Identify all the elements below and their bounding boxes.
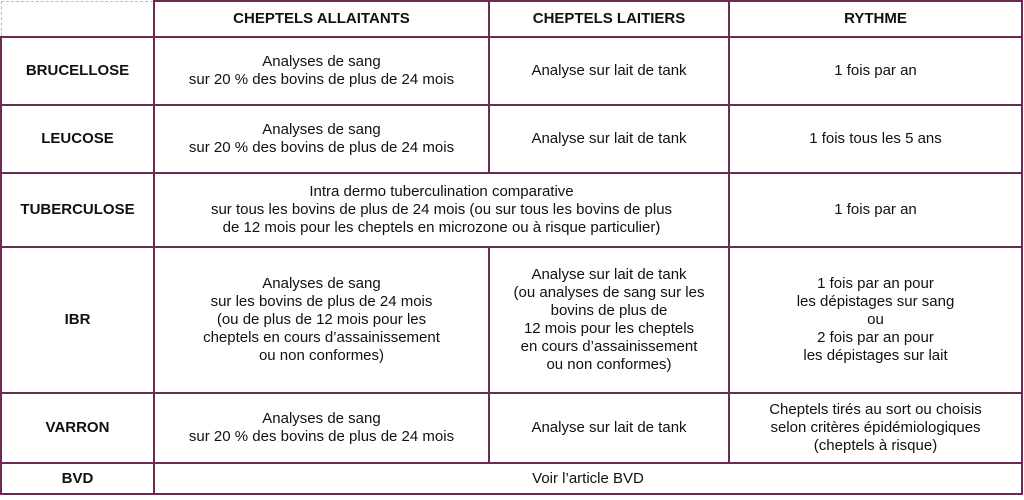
cell-leucose-allaitants: Analyses de sang sur 20 % des bovins de plus de 24 mois bbox=[154, 105, 489, 173]
cell-bvd-all: Voir l’article BVD bbox=[154, 463, 1022, 494]
row-header-leucose: LEUCOSE bbox=[1, 105, 154, 173]
cell-varron-allaitants: Analyses de sang sur 20 % des bovins de plus de 24 mois bbox=[154, 393, 489, 463]
column-header-allaitants: CHEPTELS ALLAITANTS bbox=[154, 1, 489, 37]
cell-varron-laitiers: Analyse sur lait de tank bbox=[489, 393, 729, 463]
cell-brucellose-laitiers: Analyse sur lait de tank bbox=[489, 37, 729, 105]
table-row bbox=[1, 37, 1022, 105]
row-header-ibr: IBR bbox=[1, 247, 154, 393]
column-header-rythme: RYTHME bbox=[729, 1, 1022, 37]
table-row bbox=[1, 173, 1022, 247]
cell-tuberculose-rythme: 1 fois par an bbox=[729, 173, 1022, 247]
table-row bbox=[1, 463, 1022, 494]
table-row bbox=[1, 393, 1022, 463]
cell-ibr-laitiers: Analyse sur lait de tank (ou analyses de sang sur les bovins de plus de 12 mois pour les cheptels en cours d’assainissement ou non conformes) bbox=[489, 247, 729, 393]
row-header-brucellose: BRUCELLOSE bbox=[1, 37, 154, 105]
cell-leucose-laitiers: Analyse sur lait de tank bbox=[489, 105, 729, 173]
row-header-tuberculose: TUBERCULOSE bbox=[1, 173, 154, 247]
cell-varron-rythme: Cheptels tirés au sort ou choisis selon critères épidémiologiques (cheptels à risque) bbox=[729, 393, 1022, 463]
header-row bbox=[1, 1, 1022, 37]
row-header-bvd: BVD bbox=[1, 463, 154, 494]
table-row bbox=[1, 247, 1022, 393]
cell-tuberculose-allaitants-laitiers: Intra dermo tuberculination comparative sur tous les bovins de plus de 24 mois (ou sur tous les bovins de plus de 12 mois pour les cheptels en microzone ou à risque particulier) bbox=[154, 173, 729, 247]
cell-ibr-allaitants: Analyses de sang sur les bovins de plus de 24 mois (ou de plus de 12 mois pour les cheptels en cours d’assainissement ou non conformes) bbox=[154, 247, 489, 393]
column-header-laitiers: CHEPTELS LAITIERS bbox=[489, 1, 729, 37]
cell-brucellose-allaitants: Analyses de sang sur 20 % des bovins de plus de 24 mois bbox=[154, 37, 489, 105]
corner-cell bbox=[1, 1, 154, 37]
cell-leucose-rythme: 1 fois tous les 5 ans bbox=[729, 105, 1022, 173]
table-row bbox=[1, 105, 1022, 173]
row-header-varron: VARRON bbox=[1, 393, 154, 463]
cell-ibr-rythme: 1 fois par an pour les dépistages sur sang ou 2 fois par an pour les dépistages sur lait bbox=[729, 247, 1022, 393]
cell-brucellose-rythme: 1 fois par an bbox=[729, 37, 1022, 105]
